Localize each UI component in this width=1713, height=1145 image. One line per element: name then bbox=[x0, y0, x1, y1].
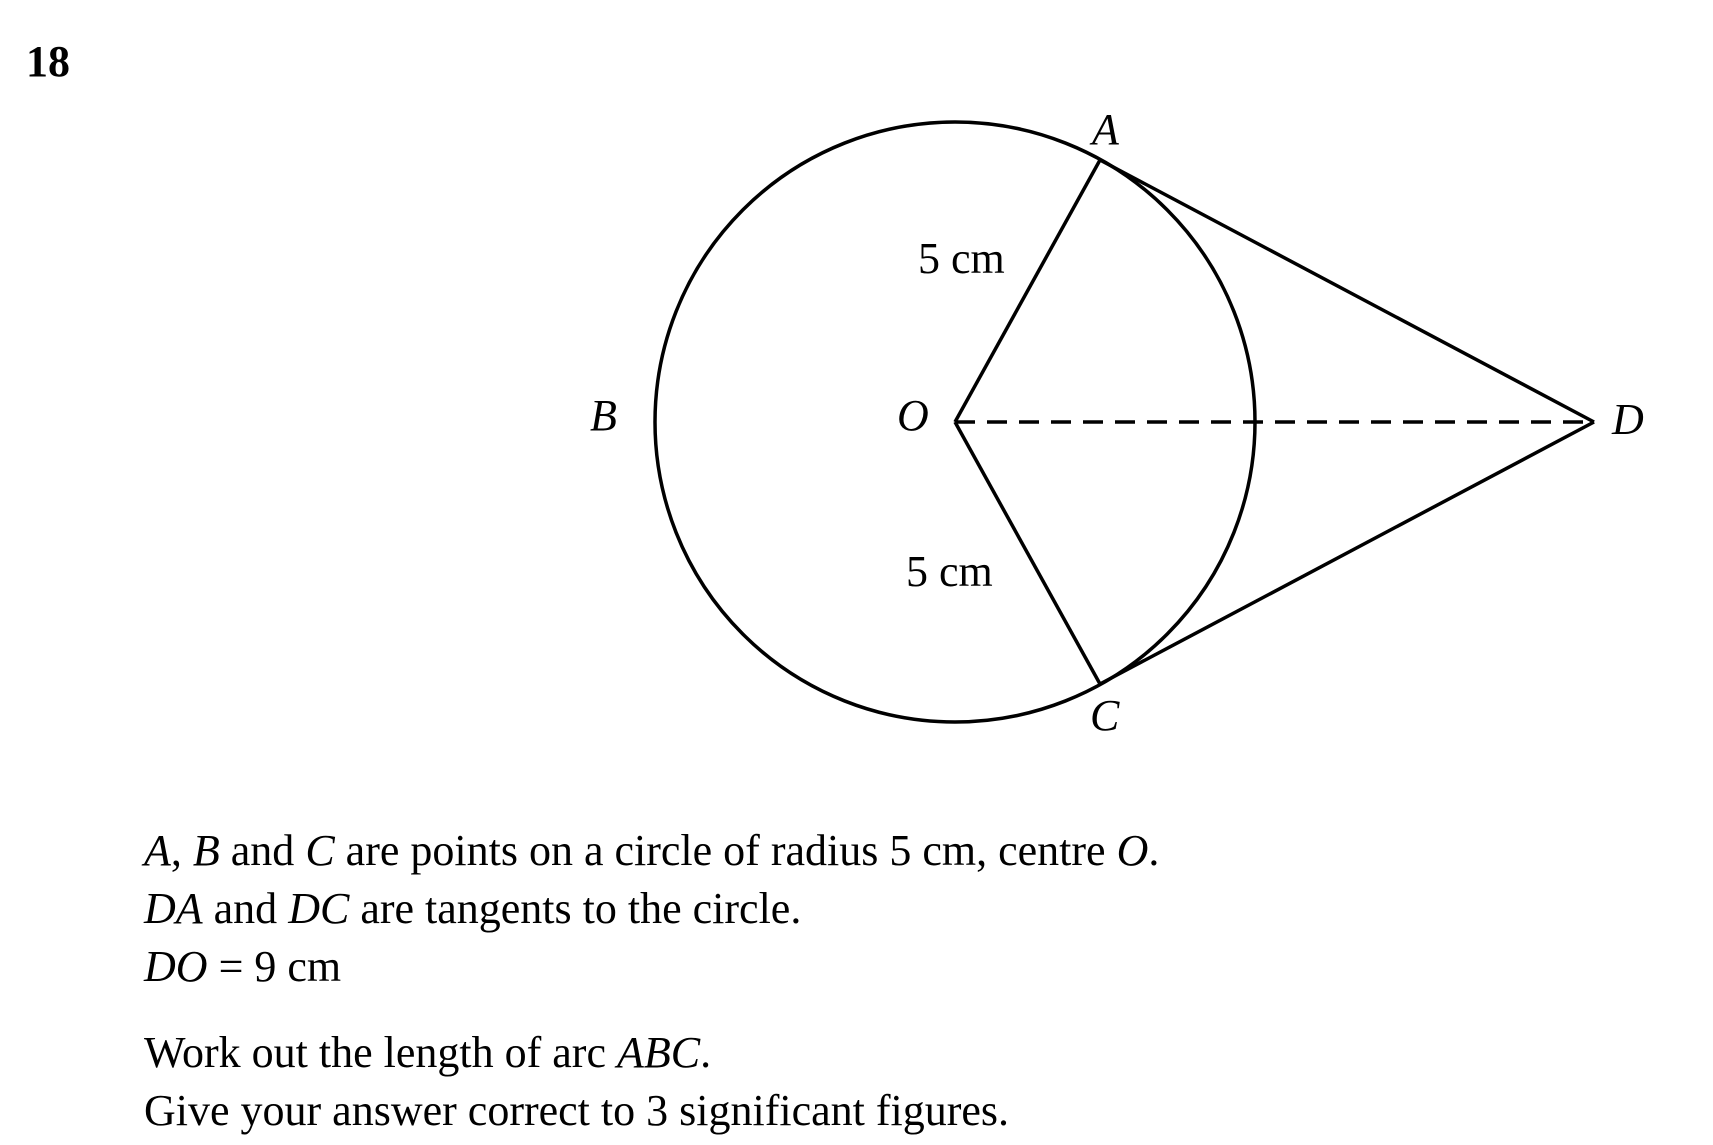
label-c: C bbox=[1090, 691, 1120, 740]
label-o: O bbox=[897, 391, 929, 440]
radius-label-top: 5 cm bbox=[918, 234, 1005, 283]
task-line-2: Give your answer correct to 3 significant figures. bbox=[144, 1086, 1010, 1135]
task-line-1: Work out the length of arc ABC. bbox=[144, 1028, 712, 1077]
label-a: A bbox=[1092, 105, 1119, 154]
task-instructions bbox=[144, 1024, 1009, 1140]
tangent-dc bbox=[1100, 422, 1594, 684]
given-line-3: DO = 9 cm bbox=[144, 942, 342, 991]
tangent-da bbox=[1100, 160, 1594, 422]
given-line-2: DA and DC are tangents to the circle. bbox=[144, 884, 802, 933]
label-b: B bbox=[590, 391, 617, 440]
given-information bbox=[144, 822, 1159, 996]
label-d: D bbox=[1612, 395, 1644, 444]
radius-oa bbox=[955, 160, 1100, 422]
given-line-1: A, B and C are points on a circle of radius 5 cm, centre O. bbox=[144, 826, 1160, 875]
question-number: 18 bbox=[26, 37, 70, 86]
radius-label-bottom: 5 cm bbox=[906, 547, 993, 596]
